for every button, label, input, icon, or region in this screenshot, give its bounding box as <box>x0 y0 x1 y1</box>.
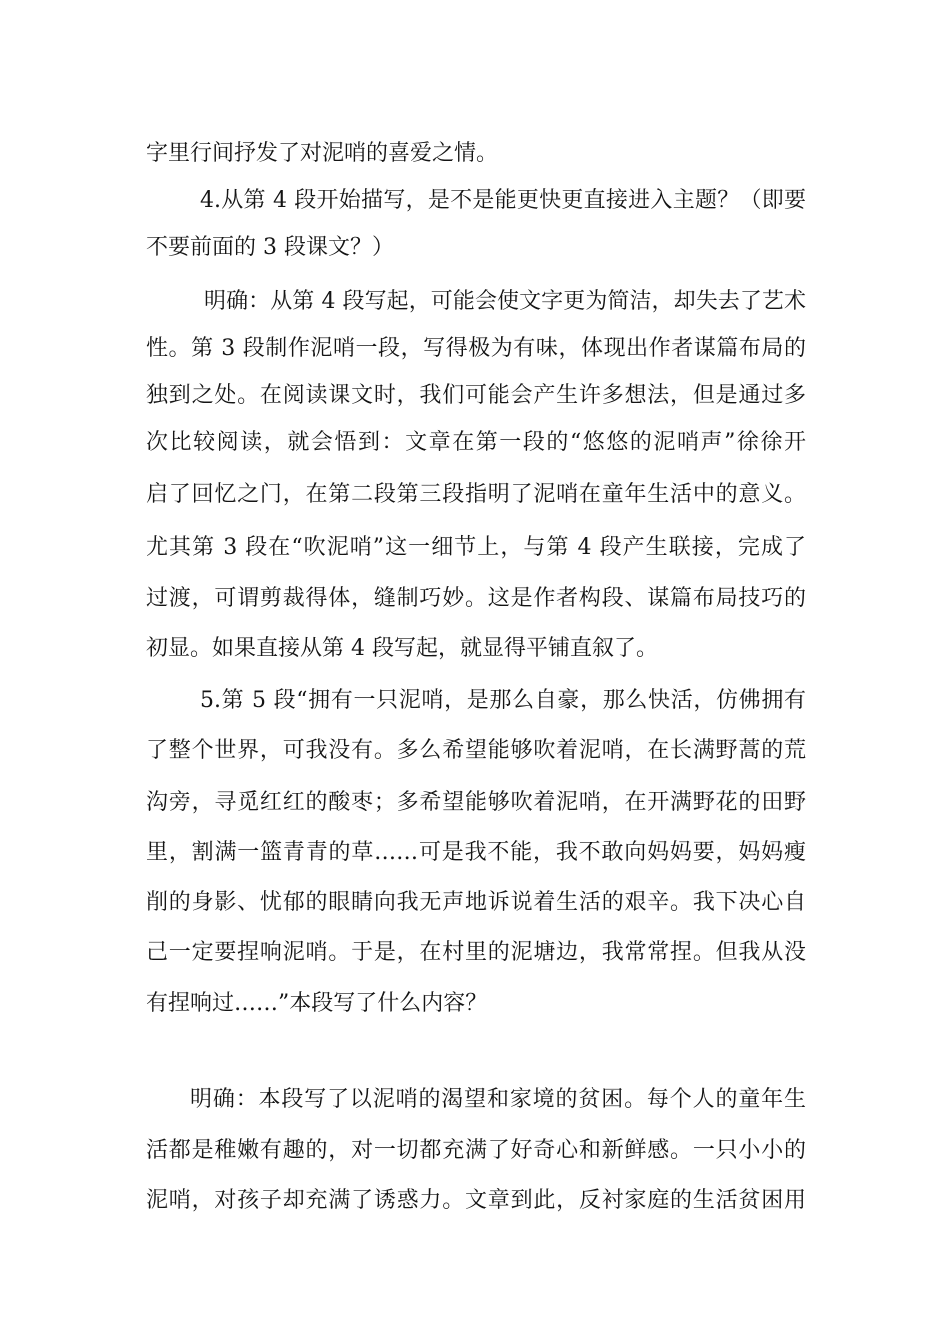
text-line: 启了回忆之门，在第二段第三段指明了泥哨在童年生活中的意义。 <box>146 482 806 507</box>
text-line: 尤其第 3 段在“吹泥哨”这一细节上，与第 4 段产生联接，完成了 <box>146 535 806 560</box>
text-line: 性。第 3 段制作泥哨一段，写得极为有味，体现出作者谋篇布局的 <box>146 336 806 361</box>
text-line: 独到之处。在阅读课文时，我们可能会产生许多想法，但是通过多 <box>146 383 806 408</box>
text-line: 字里行间抒发了对泥哨的喜爱之情。 <box>146 141 499 166</box>
text-line: 不要前面的 3 段课文？） <box>146 235 394 260</box>
text-line: 泥哨，对孩子却充满了诱惑力。文章到此，反衬家庭的生活贫困用 <box>146 1188 806 1213</box>
answer-line: 明确：本段写了以泥哨的渴望和家境的贫困。每个人的童年生 <box>190 1087 806 1112</box>
question-5-line: 5.第 5 段“拥有一只泥哨，是那么自豪，那么快活，仿佛拥有 <box>200 688 806 713</box>
text-line: 沟旁，寻觅红红的酸枣；多希望能够吹着泥哨，在开满野花的田野 <box>146 790 806 815</box>
text-line: 己一定要捏响泥哨。于是，在村里的泥塘边，我常常捏。但我从没 <box>146 940 806 965</box>
text-line: 里，割满一篮青青的草……可是我不能，我不敢向妈妈要，妈妈瘦 <box>146 840 806 865</box>
text-line: 有捏响过……”本段写了什么内容？ <box>146 991 488 1016</box>
text-line: 过渡，可谓剪裁得体，缝制巧妙。这是作者构段、谋篇布局技巧的 <box>146 586 806 611</box>
question-4-line: 4.从第 4 段开始描写，是不是能更快更直接进入主题？（即要 <box>200 188 806 213</box>
answer-line: 明确：从第 4 段写起，可能会使文字更为简洁，却失去了艺术 <box>204 289 806 314</box>
text-line: 初显。如果直接从第 4 段写起，就显得平铺直叙了。 <box>146 636 658 661</box>
text-line: 次比较阅读，就会悟到：文章在第一段的“悠悠的泥哨声”徐徐开 <box>146 430 806 455</box>
text-line: 了整个世界，可我没有。多么希望能够吹着泥哨，在长满野蒿的荒 <box>146 738 806 763</box>
text-line: 削的身影、忧郁的眼睛向我无声地诉说着生活的艰辛。我下决心自 <box>146 890 806 915</box>
text-line: 活都是稚嫩有趣的，对一切都充满了好奇心和新鲜感。一只小小的 <box>146 1138 806 1163</box>
